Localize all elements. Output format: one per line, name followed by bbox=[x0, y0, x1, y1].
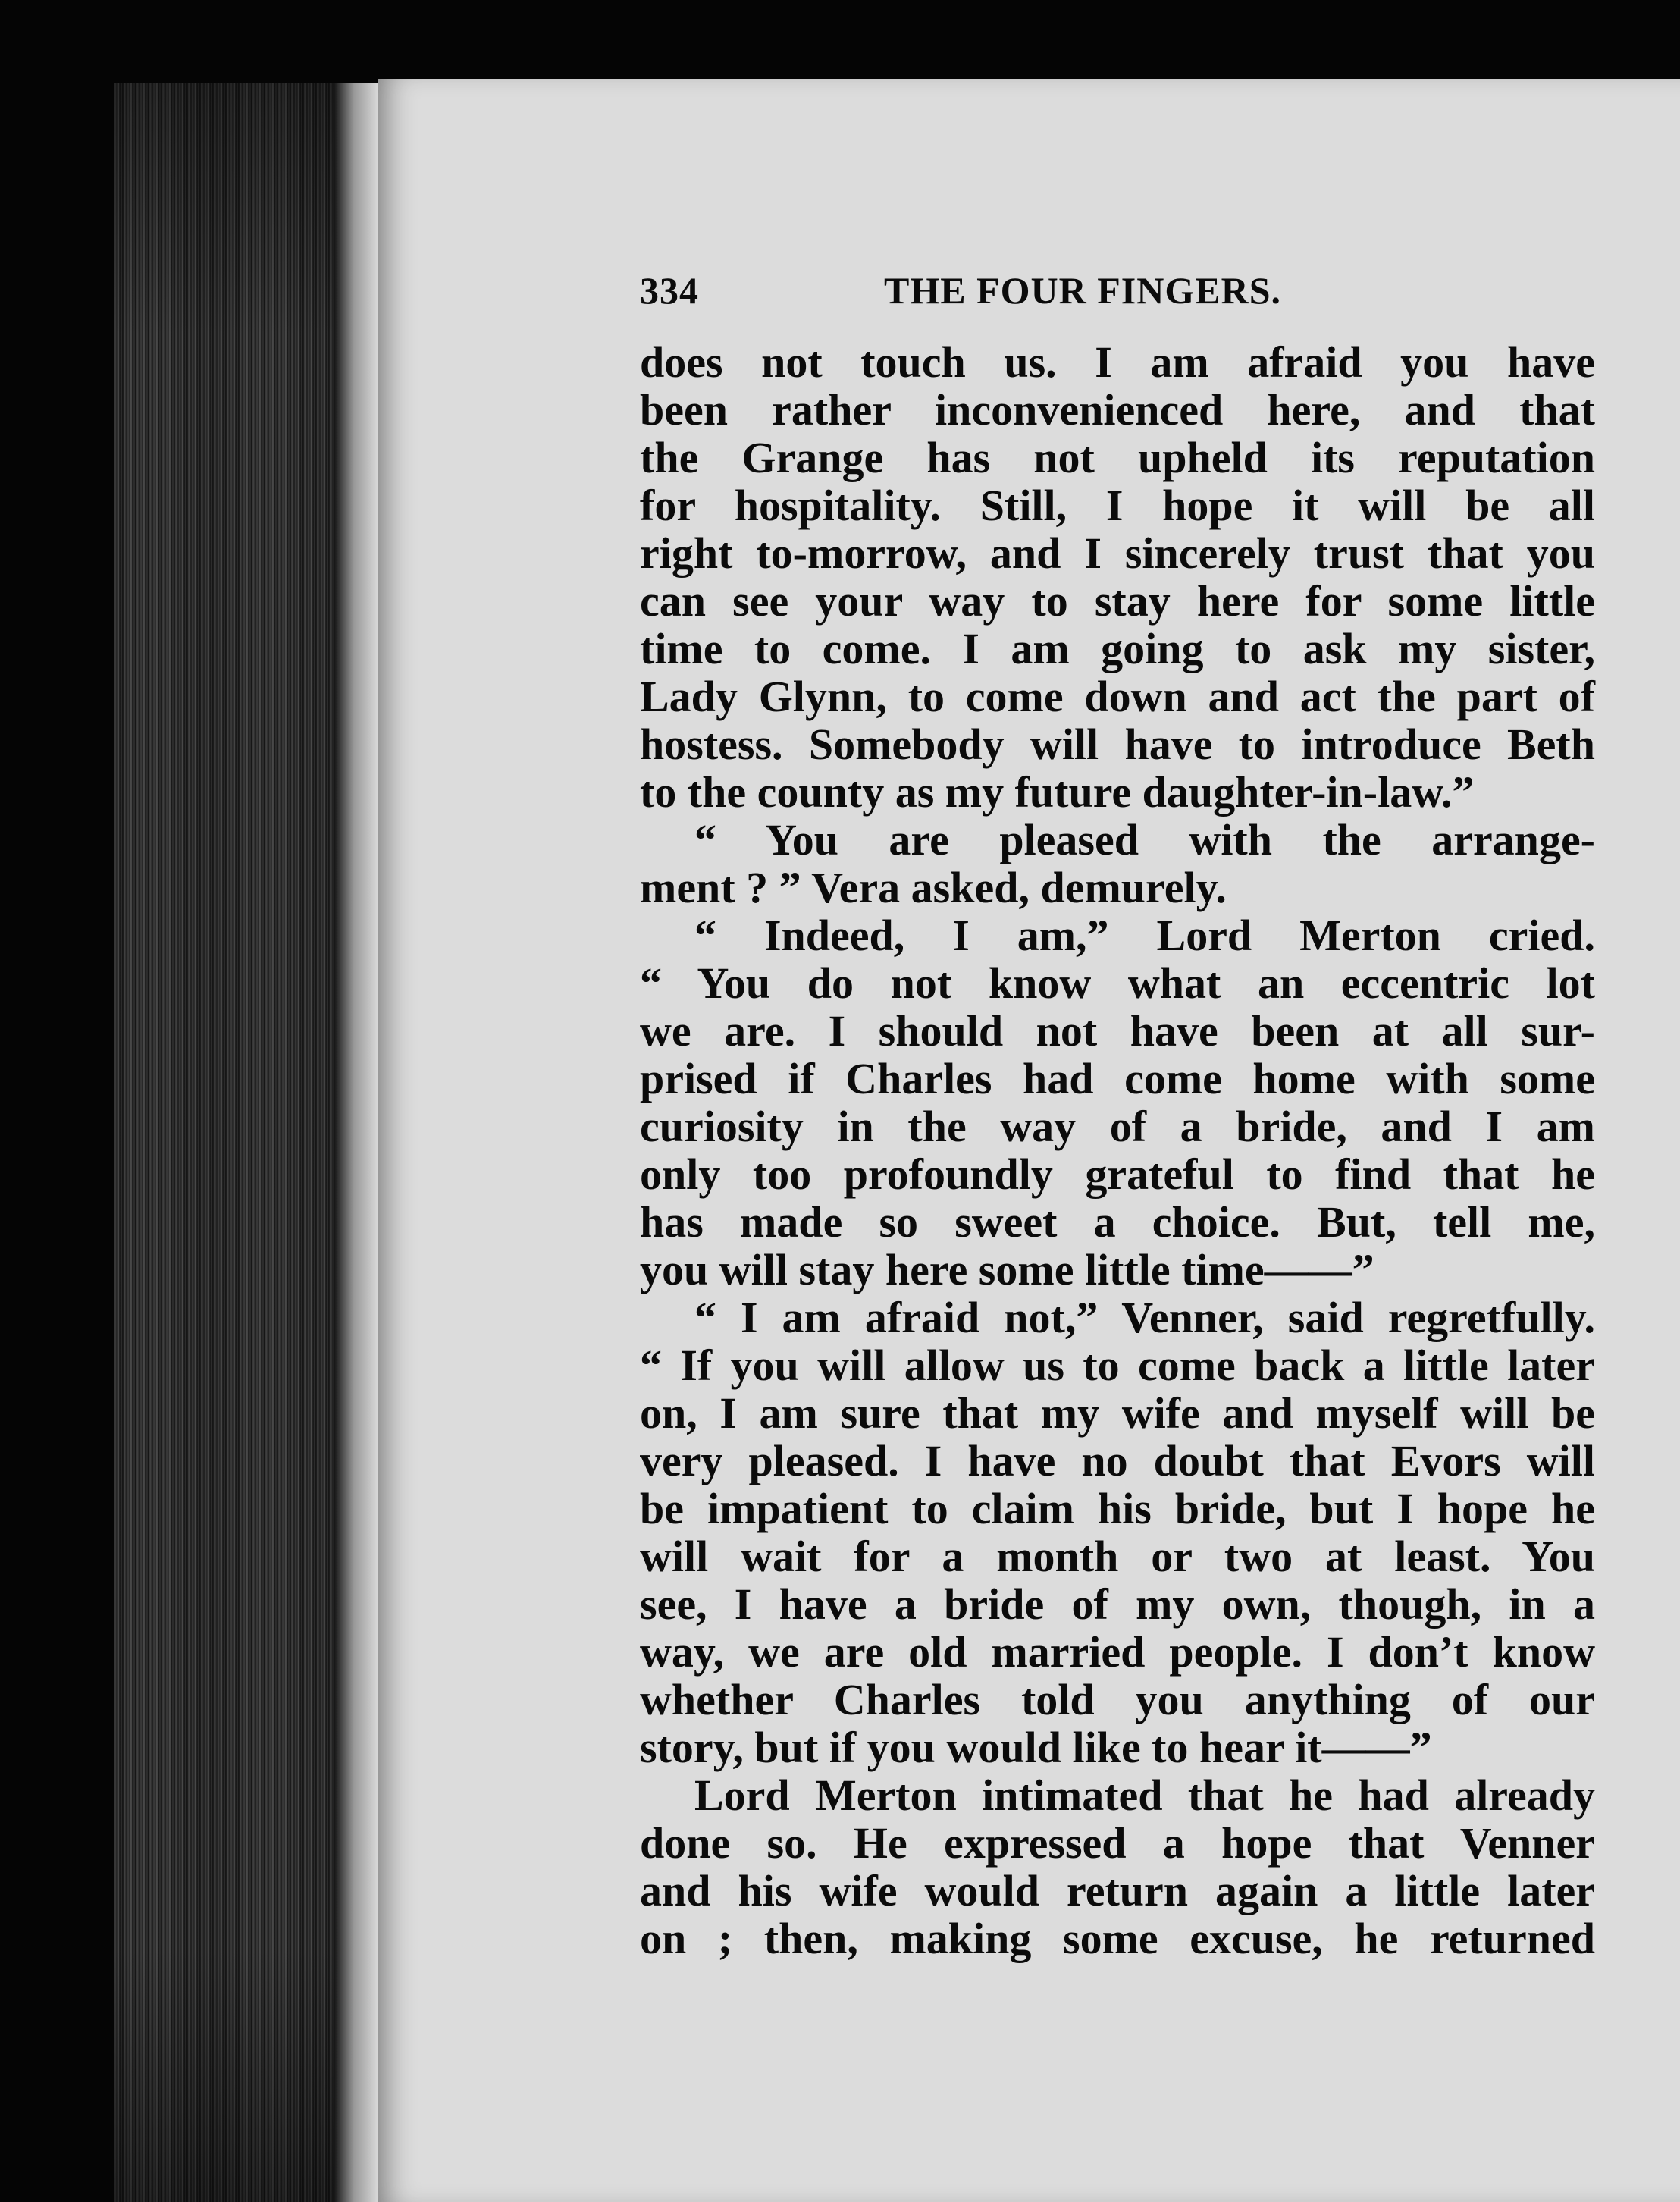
text-line: “ I am afraid not,” Venner, said regretfully. bbox=[694, 1293, 1595, 1342]
text-line: “ Indeed, I am,” Lord Merton cried. bbox=[694, 911, 1595, 960]
text-line: way, we are old married people. I don’t know bbox=[640, 1627, 1595, 1677]
text-line: “ You are pleased with the arrange- bbox=[694, 815, 1595, 864]
text-line: you will stay here some little time——” bbox=[640, 1245, 1374, 1294]
text-line: Lady Glynn, to come down and act the part of bbox=[640, 672, 1595, 721]
text-line: done so. He expressed a hope that Venner bbox=[640, 1818, 1595, 1868]
body-text bbox=[640, 338, 1595, 1962]
text-line: time to come. I am going to ask my sister, bbox=[640, 624, 1595, 673]
text-line: on, I am sure that my wife and myself will be bbox=[640, 1388, 1595, 1438]
text-line: only too profoundly grateful to find that he bbox=[640, 1150, 1595, 1199]
text-line: on ; then, making some excuse, he returned bbox=[640, 1914, 1595, 1963]
text-line: and his wife would return again a little later bbox=[640, 1866, 1595, 1915]
page-number: 334 bbox=[640, 269, 699, 312]
page bbox=[378, 79, 1680, 2202]
page-content bbox=[640, 268, 1595, 1962]
text-line: very pleased. I have no doubt that Evors will bbox=[640, 1436, 1595, 1485]
text-line: does not touch us. I am afraid you have bbox=[640, 337, 1595, 387]
text-line: prised if Charles had come home with some bbox=[640, 1054, 1595, 1103]
text-line: the Grange has not upheld its reputation bbox=[640, 433, 1595, 482]
text-line: for hospitality. Still, I hope it will be all bbox=[640, 481, 1595, 530]
text-line: Lord Merton intimated that he had already bbox=[694, 1771, 1595, 1820]
text-line: see, I have a bride of my own, though, in a bbox=[640, 1579, 1595, 1629]
text-line: “ If you will allow us to come back a little later bbox=[640, 1341, 1595, 1390]
text-line: will wait for a month or two at least. You bbox=[640, 1532, 1595, 1581]
text-line: be impatient to claim his bride, but I hope he bbox=[640, 1484, 1595, 1533]
text-line: whether Charles told you anything of our bbox=[640, 1675, 1595, 1724]
text-line: been rather inconvenienced here, and that bbox=[640, 385, 1595, 434]
text-line: hostess. Somebody will have to introduce Beth bbox=[640, 720, 1595, 769]
text-line: right to-morrow, and I sincerely trust that you bbox=[640, 529, 1595, 578]
text-line: we are. I should not have been at all sur- bbox=[640, 1006, 1595, 1056]
running-head bbox=[640, 268, 1595, 338]
text-line: curiosity in the way of a bride, and I am bbox=[640, 1102, 1595, 1151]
text-line: has made so sweet a choice. But, tell me, bbox=[640, 1197, 1595, 1247]
text-line: “ You do not know what an eccentric lot bbox=[640, 958, 1595, 1008]
text-line: can see your way to stay here for some little bbox=[640, 576, 1595, 626]
text-line: to the county as my future daughter-in-law.” bbox=[640, 767, 1475, 817]
book-gutter bbox=[334, 83, 379, 2202]
running-title: THE FOUR FINGERS. bbox=[884, 269, 1282, 312]
text-line: ment ? ” Vera asked, demurely. bbox=[640, 863, 1227, 912]
text-line: story, but if you would like to hear it——” bbox=[640, 1723, 1432, 1772]
